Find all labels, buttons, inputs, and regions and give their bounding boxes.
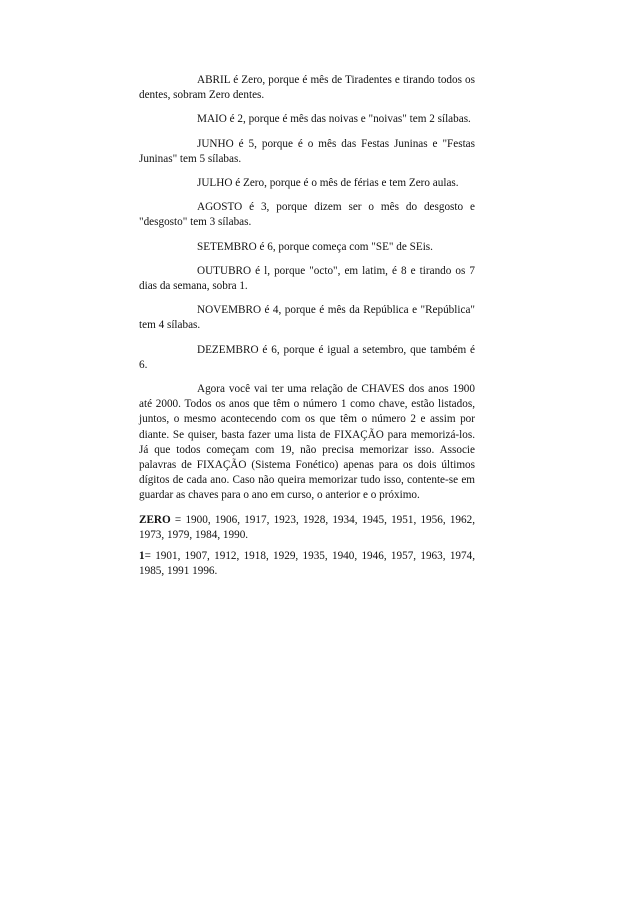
key-list-one: [139, 549, 475, 579]
key-years: 1900, 1906, 1917, 1923, 1928, 1934, 1945, 1951, 1956, 1962, 1973, 1979, 1984, 1990.: [139, 513, 475, 541]
paragraph-setembro: SETEMBRO é 6, porque começa com "SE" de SEis.: [197, 240, 433, 253]
key-label: ZERO: [139, 513, 171, 526]
key-list-zero: [139, 513, 475, 543]
paragraph-abril: ABRIL é Zero, porque é mês de Tiradentes e tirando todos os dentes, sobram Zero dentes.: [139, 74, 475, 102]
paragraph-maio: MAIO é 2, porque é mês das noivas e "noivas" tem 2 sílabas.: [197, 113, 471, 126]
paragraph-julho: JULHO é Zero, porque é o mês de férias e tem Zero aulas.: [197, 177, 459, 190]
paragraph-agosto: AGOSTO é 3, porque dizem ser o mês do desgosto e "desgosto" tem 3 sílabas.: [139, 201, 475, 229]
paragraph-novembro: NOVEMBRO é 4, porque é mês da República e "República" tem 4 sílabas.: [139, 304, 475, 332]
key-label: 1: [139, 550, 145, 563]
paragraph-outubro: OUTUBRO é l, porque "octo", em latim, é 8 e tirando os 7 dias da semana, sobra 1.: [139, 264, 475, 293]
paragraph-chaves-intro: Agora você vai ter uma relação de CHAVES dos anos 1900 até 2000. Todos os anos que têm o número 1 como chave, estão listados, juntos, o mesmo acontecendo com os que têm o número 2 e assim por diante. Se quiser, basta fazer uma lista de FIXAÇÃO para memorizá-los. Já que todos começam com 19, não precisa memorizar isso. Associe palavras de FIXAÇÃO (Sistema Fonético) apenas para os dois últimos dígitos de cada ano. Caso não queira memorizar tudo isso, contente-se em guardar as chaves para o ano em curso, o anterior e o próximo.: [139, 383, 475, 502]
paragraph-junho: JUNHO é 5, porque é o mês das Festas Juninas e "Festas Juninas" tem 5 sílabas.: [139, 137, 475, 165]
document-page: [139, 73, 475, 585]
key-separator: =: [170, 513, 186, 526]
paragraph-dezembro: DEZEMBRO é 6, porque é igual a setembro, que também é 6.: [139, 343, 475, 371]
key-separator: =: [144, 550, 156, 563]
key-years: 1901, 1907, 1912, 1918, 1929, 1935, 1940, 1946, 1957, 1963, 1974, 1985, 1991 1996.: [139, 550, 476, 578]
